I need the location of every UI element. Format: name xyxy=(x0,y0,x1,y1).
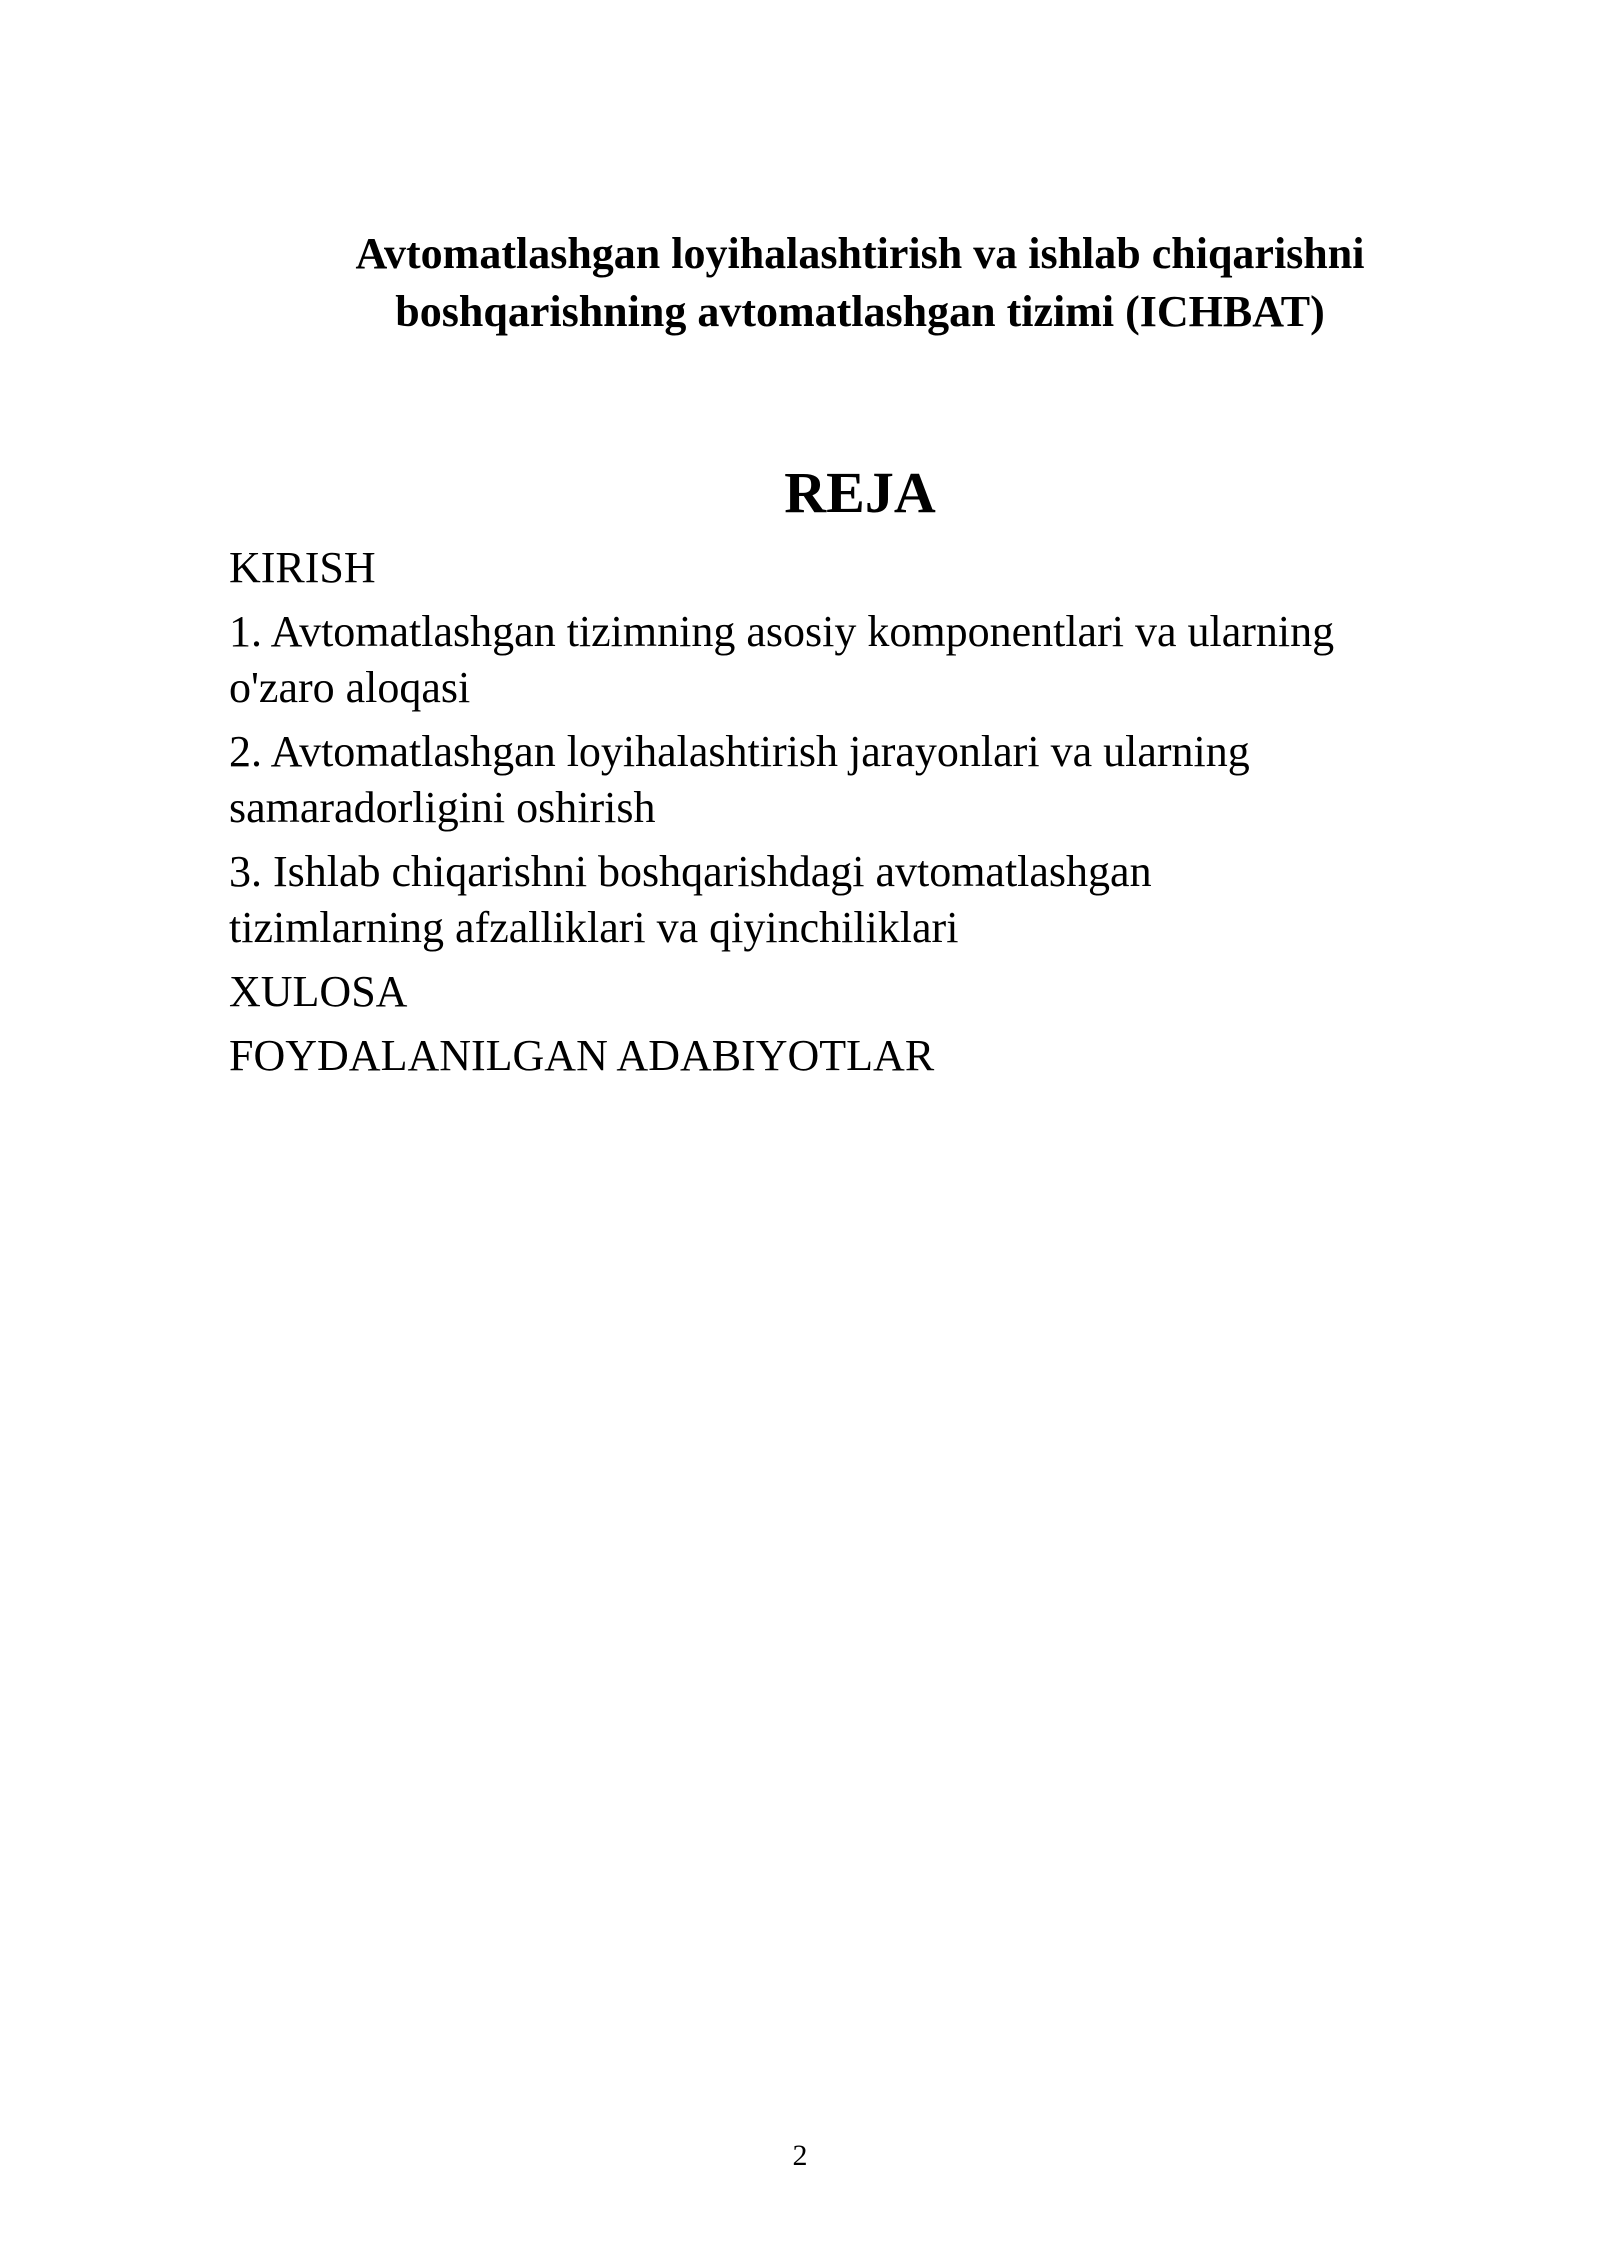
toc-item-line: 1. Avtomatlashgan tizimning asosiy komponentlari va ularning xyxy=(229,607,1335,656)
toc-item-section-3 xyxy=(229,844,1499,956)
toc-item-line: FOYDALANILGAN ADABIYOTLAR xyxy=(229,1031,935,1080)
toc-item-conclusion xyxy=(229,964,1499,1020)
table-of-contents xyxy=(229,540,1499,1092)
plan-heading: REJA xyxy=(784,460,936,525)
document-title-line-2: boshqarishning avtomatlashgan tizimi (ICHBAT) xyxy=(395,287,1325,336)
toc-item-line: o'zaro aloqasi xyxy=(229,663,471,712)
page-number: 2 xyxy=(792,2139,808,2172)
document-title-line-1: Avtomatlashgan loyihalashtirish va ishlab chiqarishni xyxy=(355,229,1365,278)
document-title xyxy=(230,225,1490,341)
toc-item-section-2 xyxy=(229,724,1499,836)
toc-item-line: KIRISH xyxy=(229,543,376,592)
toc-item-line: 2. Avtomatlashgan loyihalashtirish jarayonlari va ularning xyxy=(229,727,1250,776)
toc-item-line: 3. Ishlab chiqarishni boshqarishdagi avtomatlashgan xyxy=(229,847,1152,896)
toc-item-line: tizimlarning afzalliklari va qiyinchiliklari xyxy=(229,903,959,952)
toc-item-line: samaradorligini oshirish xyxy=(229,783,656,832)
toc-item-introduction xyxy=(229,540,1499,596)
toc-item-references xyxy=(229,1028,1499,1084)
toc-item-section-1 xyxy=(229,604,1499,716)
toc-item-line: XULOSA xyxy=(229,967,408,1016)
